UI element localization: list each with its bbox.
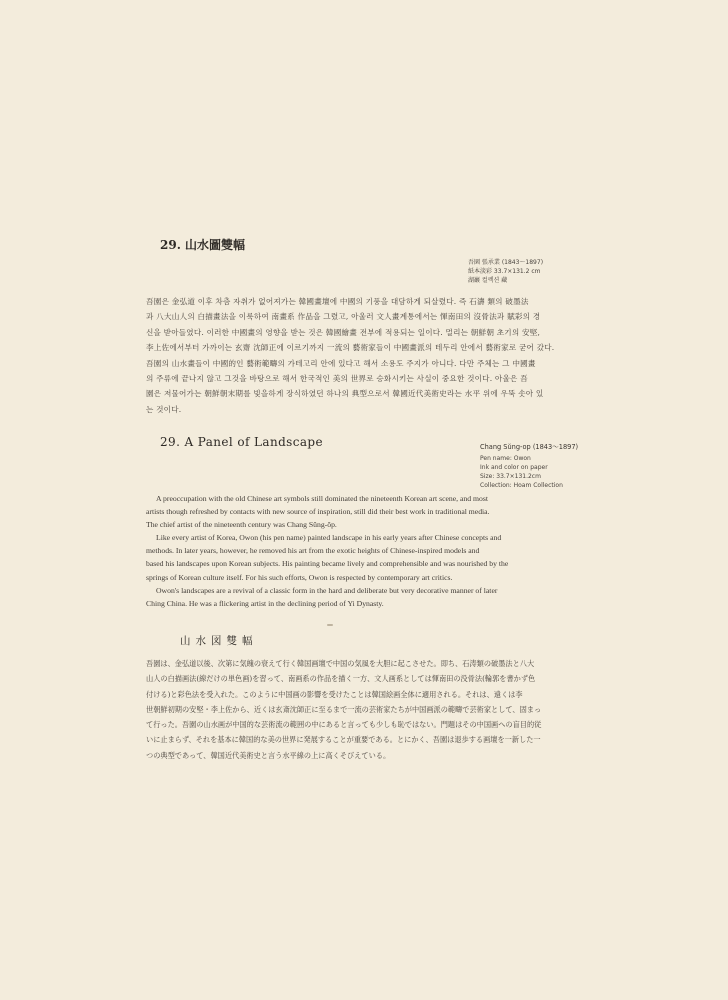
english-caption-line: Size: 33.7×131.2cm [480,473,541,480]
japanese-body [146,656,606,763]
english-body-line: methods. In later years, however, he removed his art from the exotic heights of Chinese-inspired models and [146,546,480,556]
korean-body-line: 과 八大山人의 白描畫法을 이룩하여 南畫系 作品을 그렸고, 아울러 文人畫계통에서는 惲南田의 沒骨法과 賦彩의 경 [146,312,541,322]
english-body-line: based his landscapes upon Korean subjects. His painting became lively and comprehensible and was nourished by the [146,559,509,569]
japanese-body-line: 吾園は、金弘道以後、次第に気魄の衰えて行く韓国画壇で中国の気風を大胆に起こさせた。即ち、石涛類の破墨法と八大 [146,659,535,668]
korean-body-line: 신을 받아들였다. 이러한 中國畫의 영향을 받는 것은 韓國繪畫 전부에 적용되는 일이다. 멀리는 朝鮮朝 초기의 安堅, [146,327,541,337]
korean-body-line: 李上佐에서부터 가까이는 玄齋 沈師正에 이르기까지 一流의 藝術家들이 中國畫派의 테두리 안에서 藝術家로 굳어 갔다. [146,343,555,353]
korean-caption-line: 紙本淡彩 33.7×131.2 cm [468,268,541,275]
korean-title: 29. 山水圖雙幅 [160,238,246,252]
japanese-body-line: 山人の白描画法(線だけの単色画)を習って、南画系の作品を描く一方、文人画系としては惲南田の没骨法(輪郭を書かず色 [146,674,536,684]
english-body [146,492,601,610]
english-caption [480,454,563,490]
korean-body-line: 吾園은 金弘道 이후 차츰 자취가 없어져가는 韓國畫壇에 中國의 기풍을 대담하게 되살렸다. 즉 石濤 類의 破墨法 [146,297,529,306]
japanese-body-line: いに止まらず、それを基本に韓国的な美の世界に発展することが重要である。とにかく、吾園は退歩する画壇を一新した一 [146,735,541,745]
korean-caption [468,258,543,285]
korean-body-line: 는 것이다. [146,404,182,414]
english-body-line: Ching China. He was a flickering artist in the declining period of Yi Dynasty. [146,598,384,608]
english-title: 29. A Panel of Landscape [160,435,323,449]
english-body-line: Like every artist of Korea, Owon (his pen name) painted landscape in his early years after Chinese concepts and [156,533,502,543]
japanese-title: 山水図雙幅 [180,635,258,647]
korean-caption-line: 吾園 張承業 (1843～1897) [468,259,544,266]
english-caption-line: Pen name: Owon [480,455,531,462]
english-caption-line: Collection: Hoam Collection [480,482,563,489]
english-caption-line: Ink and color on paper [480,464,548,471]
japanese-body-line: 付ける)と彩色法を受入れた。このように中国画の影響を受けたことは韓国絵画全体に適用される。それは、遠くは李 [146,689,523,699]
english-body-line: artists though refreshed by contacts with new source of inspiration, still did their best work in traditional media. [146,507,490,517]
english-artist: Chang Sŭng-op (1843～1897) [480,443,579,451]
english-body-line: The chief artist of the nineteenth century was Chang Sŭng-ŏp. [146,520,337,530]
japanese-body-line: 世朝鮮初期の安堅・李上佐から、近くは玄斎沈師正に至るまで一流の芸術家たちが中国画派の範疇で芸術家として、固まっ [146,704,542,714]
japanese-body-line: て行った。吾園の山水画が中国的な芸術流の範囲の中にあると言っても少しも恥ではない。門題はその中国画への盲目的従 [146,720,542,730]
english-body-line: Owon's landscapes are a revival of a classic form in the hard and deliberate but very decorative manner of later [156,585,498,595]
korean-body-line: 吾園의 山水畫들이 中國的인 藝術範疇의 가테고리 안에 있다고 해서 소용도 주지가 아니다. 다만 주체는 그 中國畫 [146,358,536,368]
korean-caption-line: 湖巖 컬렉션 藏 [468,277,508,284]
divider-mark [327,624,333,626]
english-body-line: springs of Korean culture itself. For his such efforts, Owon is respected by contemporary art critics. [146,572,453,582]
english-body-line: A preoccupation with the old Chinese art symbols still dominated the nineteenth Korean art scene, and most [156,494,488,503]
japanese-body-line: つの典型であって、韓国近代美術史と言う水平線の上に高くそびえている。 [146,750,391,760]
korean-body-line: 園은 저물어가는 朝鮮朝末期를 빛을하게 장식하였던 하나의 典型으로서 韓國近代美術史라는 水平 위에 우뚝 솟아 있 [146,389,544,399]
korean-body [146,294,596,417]
korean-body-line: 의 주류에 끝나지 않고 그것을 바탕으로 해서 한국적인 美의 世界로 승화시키는 사실이 중요한 것이다. 아울은 吾 [146,374,528,384]
